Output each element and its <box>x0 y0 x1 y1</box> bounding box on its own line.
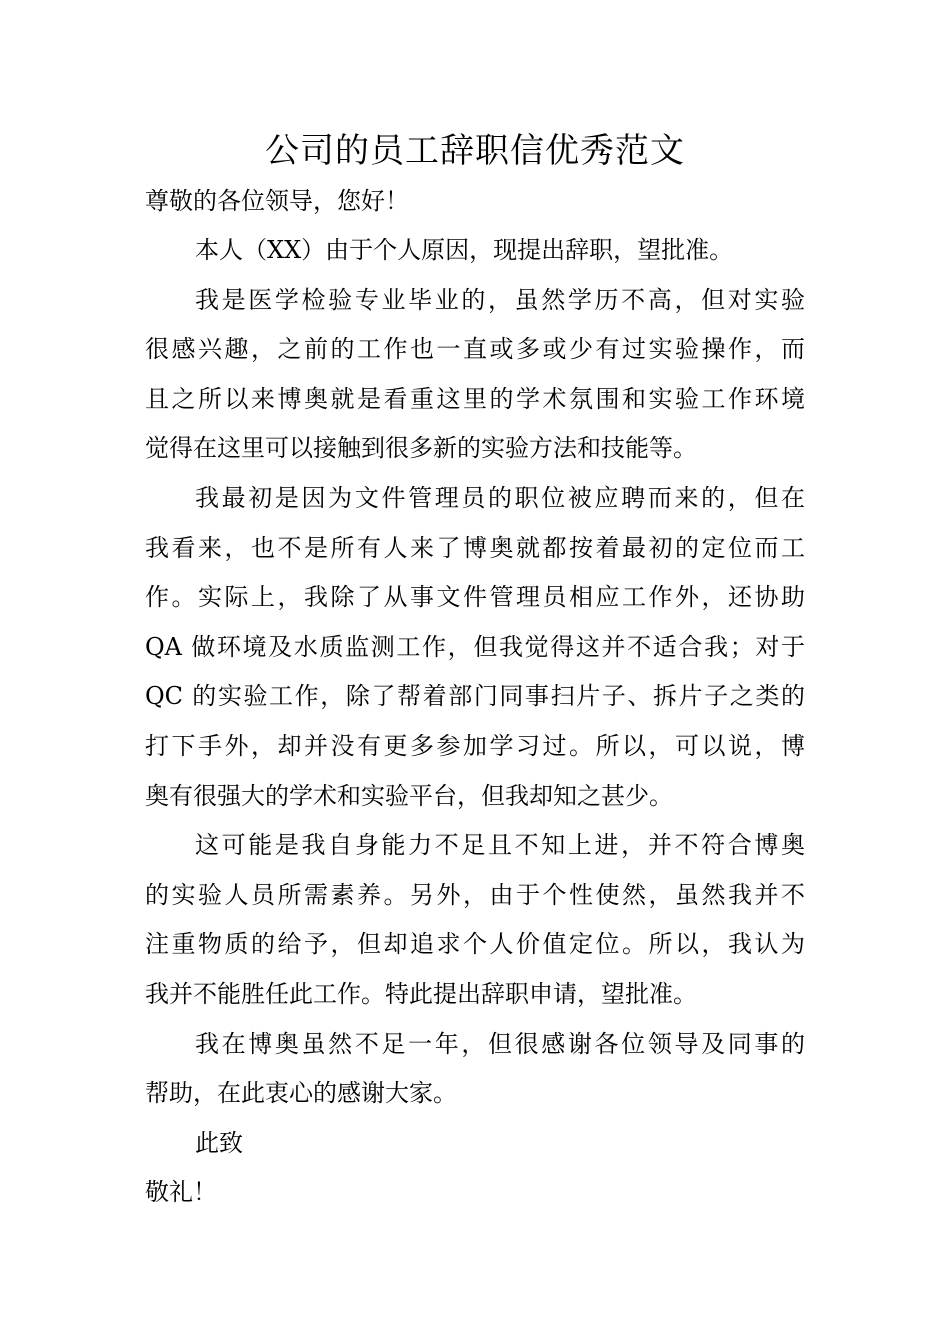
paragraph-line: 注重物质的给予，但却追求个人价值定位。所以，我认为 <box>145 930 805 958</box>
paragraph-line: 我在博奥虽然不足一年，但很感谢各位领导及同事的 <box>195 1030 805 1058</box>
paragraph-line: 很感兴趣，之前的工作也一直或多或少有过实验操作，而 <box>145 335 805 363</box>
paragraph-line: 的实验人员所需素养。另外，由于个性使然，虽然我并不 <box>145 881 805 909</box>
paragraph-line: 帮助，在此衷心的感谢大家。 <box>145 1079 457 1107</box>
paragraph-line: 作。实际上，我除了从事文件管理员相应工作外，还协助 <box>145 583 805 611</box>
paragraph-line: 我并不能胜任此工作。特此提出辞职申请，望批准。 <box>145 980 697 1008</box>
paragraph-line: QA 做环境及水质监测工作，但我觉得这并不适合我；对于 <box>145 633 805 661</box>
closing-line: 此致 <box>195 1129 243 1157</box>
paragraph-line: 我最初是因为文件管理员的职位被应聘而来的，但在 <box>195 484 805 512</box>
paragraph-line: 觉得在这里可以接触到很多新的实验方法和技能等。 <box>145 434 697 462</box>
paragraph-line: 我是医学检验专业毕业的，虽然学历不高，但对实验 <box>195 286 805 314</box>
paragraph-line: 这可能是我自身能力不足且不知上进，并不符合博奥 <box>195 831 805 859</box>
document-title: 公司的员工辞职信优秀范文 <box>265 131 685 171</box>
paragraph-line: 且之所以来博奥就是看重这里的学术氛围和实验工作环境 <box>145 385 805 413</box>
paragraph-line: 本人（XX）由于个人原因，现提出辞职，望批准。 <box>195 236 734 264</box>
paragraph-line: QC 的实验工作，除了帮着部门同事扫片子、拆片子之类的 <box>145 682 805 710</box>
salutation: 尊敬的各位领导，您好！ <box>145 187 409 215</box>
closing-salute: 敬礼！ <box>145 1178 217 1206</box>
paragraph-line: 我看来，也不是所有人来了博奥就都按着最初的定位而工 <box>145 534 805 562</box>
paragraph-line: 打下手外，却并没有更多参加学习过。所以，可以说，博 <box>145 732 805 760</box>
paragraph-line: 奥有很强大的学术和实验平台，但我却知之甚少。 <box>145 782 673 810</box>
